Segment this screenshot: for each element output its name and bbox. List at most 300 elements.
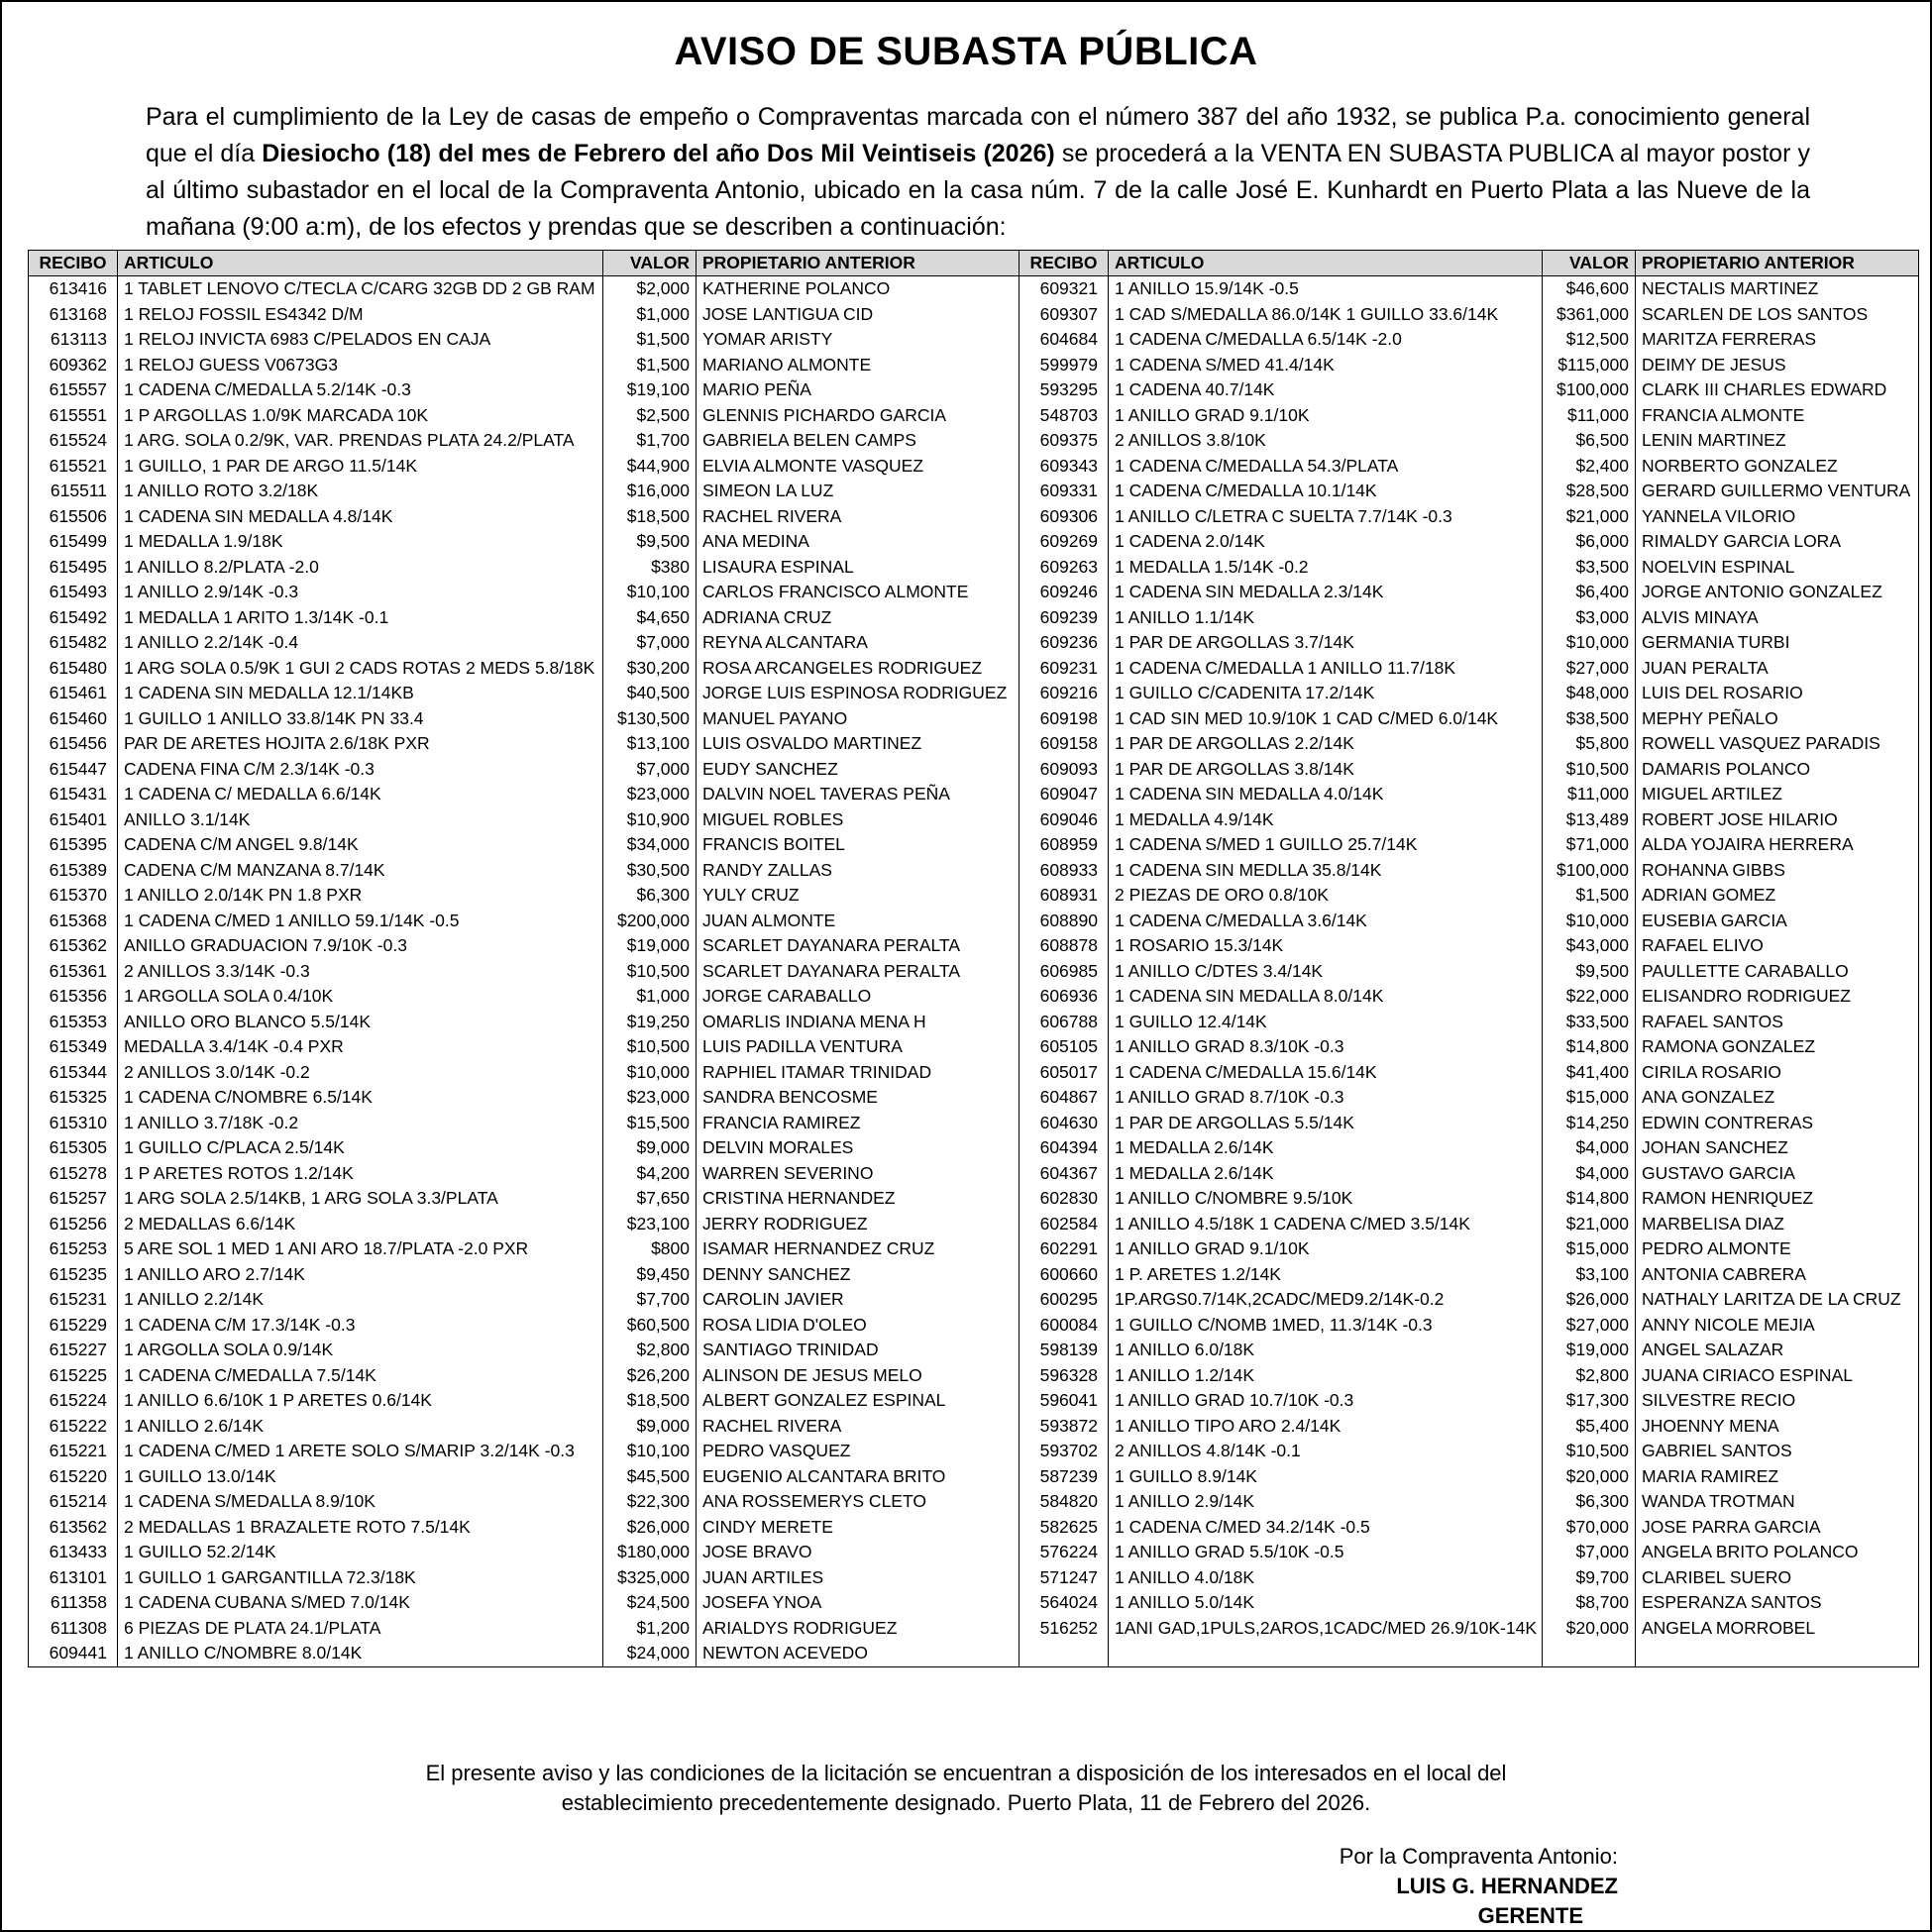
valor-cell: $16,000 — [603, 479, 697, 504]
propietario-cell: ESPERANZA SANTOS — [1636, 1590, 1919, 1616]
articulo-cell: PAR DE ARETES HOJITA 2.6/18K PXR — [118, 731, 603, 757]
recibo-cell: 615256 — [29, 1212, 118, 1237]
table-row — [29, 933, 1919, 959]
recibo-cell: 615557 — [29, 377, 118, 403]
propietario-cell: ROSA ARCANGELES RODRIGUEZ — [697, 656, 1020, 682]
propietario-cell: ELVIA ALMONTE VASQUEZ — [697, 454, 1020, 480]
recibo-cell: 615551 — [29, 403, 118, 429]
propietario-cell: ANA GONZALEZ — [1636, 1085, 1919, 1111]
propietario-cell: EUDY SANCHEZ — [697, 757, 1020, 783]
articulo-cell: 1 ANILLO ROTO 3.2/18K — [118, 479, 603, 504]
recibo-cell: 615361 — [29, 959, 118, 985]
propietario-cell: EUSEBIA GARCIA — [1636, 909, 1919, 934]
valor-cell: $17,300 — [1543, 1388, 1636, 1414]
articulo-cell: 1 CAD S/MEDALLA 86.0/14K 1 GUILLO 33.6/14K — [1109, 302, 1543, 328]
propietario-cell: JOSE BRAVO — [697, 1540, 1020, 1565]
propietario-cell: EUGENIO ALCANTARA BRITO — [697, 1464, 1020, 1490]
table-row — [29, 807, 1919, 833]
valor-cell: $9,000 — [603, 1414, 697, 1440]
articulo-cell: 1 CADENA C/MEDALLA 6.5/14K -2.0 — [1109, 327, 1543, 353]
propietario-cell: RAMON HENRIQUEZ — [1636, 1186, 1919, 1212]
recibo-cell: 608931 — [1020, 883, 1109, 909]
propietario-cell: ROBERT JOSE HILARIO — [1636, 807, 1919, 833]
table-row — [29, 1388, 1919, 1414]
propietario-cell: MARIA RAMIREZ — [1636, 1464, 1919, 1490]
recibo-cell: 615524 — [29, 428, 118, 454]
valor-cell: $800 — [603, 1236, 697, 1262]
recibo-cell: 604367 — [1020, 1161, 1109, 1187]
recibo-cell: 604394 — [1020, 1135, 1109, 1161]
propietario-cell: ELISANDRO RODRIGUEZ — [1636, 984, 1919, 1010]
propietario-cell: MARITZA FERRERAS — [1636, 327, 1919, 353]
propietario-cell: YOMAR ARISTY — [697, 327, 1020, 353]
table-row — [29, 353, 1919, 378]
recibo-cell: 609306 — [1020, 504, 1109, 530]
propietario-cell: NOELVIN ESPINAL — [1636, 555, 1919, 581]
articulo-cell: 1 P ARGOLLAS 1.0/9K MARCADA 10K — [118, 403, 603, 429]
table-row — [29, 1616, 1919, 1642]
recibo-cell: 609046 — [1020, 807, 1109, 833]
propietario-cell: JORGE ANTONIO GONZALEZ — [1636, 580, 1919, 605]
propietario-cell: JORGE LUIS ESPINOSA RODRIGUEZ — [697, 681, 1020, 706]
signature-name: LUIS G. HERNANDEZ — [1396, 1874, 1618, 1898]
table-row — [29, 428, 1919, 454]
recibo-cell: 615456 — [29, 731, 118, 757]
propietario-cell: JERRY RODRIGUEZ — [697, 1212, 1020, 1237]
header-recibo: RECIBO — [29, 251, 118, 276]
articulo-cell: 2 ANILLOS 4.8/14K -0.1 — [1109, 1439, 1543, 1464]
header-valor: VALOR — [603, 251, 697, 276]
propietario-cell: EDWIN CONTRERAS — [1636, 1111, 1919, 1136]
valor-cell: $70,000 — [1543, 1515, 1636, 1541]
table-row — [29, 1161, 1919, 1187]
propietario-cell: RANDY ZALLAS — [697, 858, 1020, 884]
recibo-cell: 615493 — [29, 580, 118, 605]
recibo-cell: 609307 — [1020, 302, 1109, 328]
propietario-cell: ANGELA MORROBEL — [1636, 1616, 1919, 1642]
propietario-cell: CLARK III CHARLES EDWARD — [1636, 377, 1919, 403]
articulo-cell: CADENA C/M MANZANA 8.7/14K — [118, 858, 603, 884]
articulo-cell: 1 CADENA C/MEDALLA 7.5/14K — [118, 1363, 603, 1389]
propietario-cell: KATHERINE POLANCO — [697, 276, 1020, 302]
recibo-cell: 584820 — [1020, 1489, 1109, 1515]
articulo-cell: 1 PAR DE ARGOLLAS 2.2/14K — [1109, 731, 1543, 757]
table-row — [29, 1135, 1919, 1161]
articulo-cell: 2 PIEZAS DE ORO 0.8/10K — [1109, 883, 1543, 909]
recibo-cell: 615353 — [29, 1010, 118, 1035]
table-row — [29, 1464, 1919, 1490]
articulo-cell: 1 MEDALLA 2.6/14K — [1109, 1135, 1543, 1161]
recibo-cell: 609441 — [29, 1641, 118, 1666]
recibo-cell: 615461 — [29, 681, 118, 706]
recibo-cell: 615235 — [29, 1262, 118, 1288]
table-row — [29, 1439, 1919, 1464]
propietario-cell: GUSTAVO GARCIA — [1636, 1161, 1919, 1187]
valor-cell: $9,450 — [603, 1262, 697, 1288]
recibo-cell: 615222 — [29, 1414, 118, 1440]
valor-cell: $18,500 — [603, 504, 697, 530]
recibo-cell: 615401 — [29, 807, 118, 833]
recibo-cell: 615482 — [29, 630, 118, 656]
articulo-cell: 1 ANILLO GRAD 8.7/10K -0.3 — [1109, 1085, 1543, 1111]
propietario-cell: MARBELISA DIAZ — [1636, 1212, 1919, 1237]
propietario-cell: GABRIELA BELEN CAMPS — [697, 428, 1020, 454]
articulo-cell: 1 ANILLO 2.2/14K — [118, 1287, 603, 1313]
recibo-cell: 609236 — [1020, 630, 1109, 656]
propietario-cell: SILVESTRE RECIO — [1636, 1388, 1919, 1414]
recibo-cell: 611308 — [29, 1616, 118, 1642]
recibo-cell: 609375 — [1020, 428, 1109, 454]
articulo-cell: 5 ARE SOL 1 MED 1 ANI ARO 18.7/PLATA -2.0 PXR — [118, 1236, 603, 1262]
articulo-cell: 1 ANILLO 4.0/18K — [1109, 1565, 1543, 1591]
table-row — [29, 731, 1919, 757]
valor-cell: $45,500 — [603, 1464, 697, 1490]
articulo-cell: 1 ANILLO 3.7/18K -0.2 — [118, 1111, 603, 1136]
table-row — [29, 832, 1919, 858]
articulo-cell: 1 ANILLO C/DTES 3.4/14K — [1109, 959, 1543, 985]
valor-cell: $1,500 — [1543, 883, 1636, 909]
propietario-cell: SCARLET DAYANARA PERALTA — [697, 959, 1020, 985]
valor-cell: $46,600 — [1543, 276, 1636, 302]
table-row — [29, 529, 1919, 555]
valor-cell: $9,500 — [603, 529, 697, 555]
articulo-cell: 1 CADENA C/MEDALLA 10.1/14K — [1109, 479, 1543, 504]
recibo-cell: 600295 — [1020, 1287, 1109, 1313]
recibo-cell: 593702 — [1020, 1439, 1109, 1464]
propietario-cell: CRISTINA HERNANDEZ — [697, 1186, 1020, 1212]
valor-cell: $10,000 — [603, 1060, 697, 1086]
recibo-cell: 615499 — [29, 529, 118, 555]
articulo-cell: 1 TABLET LENOVO C/TECLA C/CARG 32GB DD 2 GB RAM — [118, 276, 603, 302]
valor-cell: $19,100 — [603, 377, 697, 403]
propietario-cell: JOHAN SANCHEZ — [1636, 1135, 1919, 1161]
articulo-cell: 1 CADENA 40.7/14K — [1109, 377, 1543, 403]
recibo-cell: 604684 — [1020, 327, 1109, 353]
articulo-cell: 1 ANILLO 5.0/14K — [1109, 1590, 1543, 1616]
valor-cell: $27,000 — [1543, 656, 1636, 682]
valor-cell: $9,000 — [603, 1135, 697, 1161]
recibo-cell: 593295 — [1020, 377, 1109, 403]
recibo-cell: 613168 — [29, 302, 118, 328]
propietario-cell: REYNA ALCANTARA — [697, 630, 1020, 656]
articulo-cell: 1 ANILLO ARO 2.7/14K — [118, 1262, 603, 1288]
signature-block — [1340, 1842, 1618, 1931]
recibo-cell: 615495 — [29, 555, 118, 581]
articulo-cell: 1 CADENA SIN MEDLLA 35.8/14K — [1109, 858, 1543, 884]
recibo-cell — [1020, 1641, 1109, 1666]
recibo-cell: 609362 — [29, 353, 118, 378]
header-propietario: PROPIETARIO ANTERIOR — [697, 251, 1020, 276]
articulo-cell: 1 ANILLO 6.6/10K 1 P ARETES 0.6/14K — [118, 1388, 603, 1414]
header-propietario: PROPIETARIO ANTERIOR — [1636, 251, 1919, 276]
recibo-cell: 609331 — [1020, 479, 1109, 504]
recibo-cell: 615305 — [29, 1135, 118, 1161]
valor-cell: $20,000 — [1543, 1616, 1636, 1642]
propietario-cell: SCARLET DAYANARA PERALTA — [697, 933, 1020, 959]
propietario-cell: ADRIANA CRUZ — [697, 605, 1020, 631]
propietario-cell: LUIS OSVALDO MARTINEZ — [697, 731, 1020, 757]
propietario-cell: ALVIS MINAYA — [1636, 605, 1919, 631]
articulo-cell: 2 ANILLOS 3.8/10K — [1109, 428, 1543, 454]
intro-date-bold: Diesiocho (18) del mes de Febrero del año Dos Mil Veintiseis (2026) — [262, 140, 1055, 167]
valor-cell: $44,900 — [603, 454, 697, 480]
table-row — [29, 555, 1919, 581]
articulo-cell — [1109, 1641, 1543, 1666]
articulo-cell: 1 CADENA C/MED 1 ARETE SOLO S/MARIP 3.2/14K -0.3 — [118, 1439, 603, 1464]
valor-cell: $28,500 — [1543, 479, 1636, 504]
articulo-cell: 1 ANILLO 2.0/14K PN 1.8 PXR — [118, 883, 603, 909]
table-row — [29, 580, 1919, 605]
propietario-cell: ISAMAR HERNANDEZ CRUZ — [697, 1236, 1020, 1262]
articulo-cell: 1ANI GAD,1PULS,2AROS,1CADC/MED 26.9/10K-14K — [1109, 1616, 1543, 1642]
table-row — [29, 1212, 1919, 1237]
recibo-cell: 615368 — [29, 909, 118, 934]
recibo-cell: 609047 — [1020, 782, 1109, 807]
articulo-cell: 1 ANILLO C/NOMBRE 8.0/14K — [118, 1641, 603, 1666]
propietario-cell: JUAN ALMONTE — [697, 909, 1020, 934]
articulo-cell: 1 GUILLO C/PLACA 2.5/14K — [118, 1135, 603, 1161]
recibo-cell: 609269 — [1020, 529, 1109, 555]
valor-cell: $200,000 — [603, 909, 697, 934]
valor-cell: $27,000 — [1543, 1313, 1636, 1339]
recibo-cell: 609246 — [1020, 580, 1109, 605]
footer-note — [2, 1759, 1930, 1818]
valor-cell: $130,500 — [603, 706, 697, 732]
propietario-cell: YULY CRUZ — [697, 883, 1020, 909]
articulo-cell: 1 ARGOLLA SOLA 0.4/10K — [118, 984, 603, 1010]
articulo-cell: 1 CADENA S/MED 41.4/14K — [1109, 353, 1543, 378]
propietario-cell: ANTONIA CABRERA — [1636, 1262, 1919, 1288]
table-row — [29, 757, 1919, 783]
articulo-cell: 2 ANILLOS 3.3/14K -0.3 — [118, 959, 603, 985]
valor-cell: $1,700 — [603, 428, 697, 454]
table-row — [29, 1262, 1919, 1288]
recibo-cell: 609231 — [1020, 656, 1109, 682]
articulo-cell: 1 MEDALLA 1.9/18K — [118, 529, 603, 555]
valor-cell: $2,000 — [603, 276, 697, 302]
articulo-cell: 1 GUILLO 12.4/14K — [1109, 1010, 1543, 1035]
articulo-cell: 1 ANILLO GRAD 9.1/10K — [1109, 403, 1543, 429]
articulo-cell: 1 ANILLO C/NOMBRE 9.5/10K — [1109, 1186, 1543, 1212]
valor-cell: $43,000 — [1543, 933, 1636, 959]
articulo-cell: 1 ANILLO GRAD 5.5/10K -0.5 — [1109, 1540, 1543, 1565]
propietario-cell: LISAURA ESPINAL — [697, 555, 1020, 581]
articulo-cell: 1 CADENA C/M 17.3/14K -0.3 — [118, 1313, 603, 1339]
articulo-cell: 1 GUILLO C/NOMB 1MED, 11.3/14K -0.3 — [1109, 1313, 1543, 1339]
propietario-cell — [1636, 1641, 1919, 1666]
table-row — [29, 630, 1919, 656]
recibo-cell: 611358 — [29, 1590, 118, 1616]
recibo-cell: 587239 — [1020, 1464, 1109, 1490]
articulo-cell: ANILLO GRADUACION 7.9/10K -0.3 — [118, 933, 603, 959]
valor-cell: $13,489 — [1543, 807, 1636, 833]
valor-cell: $22,300 — [603, 1489, 697, 1515]
propietario-cell: ANNY NICOLE MEJIA — [1636, 1313, 1919, 1339]
articulo-cell: 1 ANILLO 6.0/18K — [1109, 1338, 1543, 1363]
recibo-cell: 615460 — [29, 706, 118, 732]
propietario-cell: ADRIAN GOMEZ — [1636, 883, 1919, 909]
articulo-cell: 1 CADENA SIN MEDALLA 12.1/14KB — [118, 681, 603, 706]
table-row — [29, 1565, 1919, 1591]
articulo-cell: CADENA FINA C/M 2.3/14K -0.3 — [118, 757, 603, 783]
valor-cell: $5,800 — [1543, 731, 1636, 757]
propietario-cell: ROHANNA GIBBS — [1636, 858, 1919, 884]
propietario-cell: MARIO PEÑA — [697, 377, 1020, 403]
table-row — [29, 1515, 1919, 1541]
propietario-cell: MARIANO ALMONTE — [697, 353, 1020, 378]
table-row — [29, 1363, 1919, 1389]
articulo-cell: 1 ANILLO 8.2/PLATA -2.0 — [118, 555, 603, 581]
recibo-cell: 608878 — [1020, 933, 1109, 959]
table-row — [29, 984, 1919, 1010]
header-articulo: ARTICULO — [118, 251, 603, 276]
articulo-cell: 1 ANILLO C/LETRA C SUELTA 7.7/14K -0.3 — [1109, 504, 1543, 530]
table-row — [29, 327, 1919, 353]
valor-cell: $71,000 — [1543, 832, 1636, 858]
articulo-cell: 1 GUILLO 13.0/14K — [118, 1464, 603, 1490]
articulo-cell: 2 MEDALLAS 6.6/14K — [118, 1212, 603, 1237]
table-row — [29, 1085, 1919, 1111]
recibo-cell: 615221 — [29, 1439, 118, 1464]
valor-cell: $33,500 — [1543, 1010, 1636, 1035]
intro-text-2: se procederá a la VENTA EN SUBASTA PUBLICA al mayor postor y al último subastador en el local de la Compraventa Antonio, ubicado en la casa núm. 7 de la calle José E. Kunhardt en Puerto Plata a las Nueve de la mañana (9:00 a:m), de los efectos y prendas que se describen a continuación: — [146, 140, 1810, 241]
recibo-cell: 613113 — [29, 327, 118, 353]
valor-cell: $7,000 — [603, 630, 697, 656]
articulo-cell: 1 CADENA C/MED 1 ANILLO 59.1/14K -0.5 — [118, 909, 603, 934]
propietario-cell: JOSE LANTIGUA CID — [697, 302, 1020, 328]
articulo-cell: 1 ANILLO 2.9/14K -0.3 — [118, 580, 603, 605]
valor-cell: $14,800 — [1543, 1034, 1636, 1060]
table-row — [29, 656, 1919, 682]
table-row — [29, 1414, 1919, 1440]
valor-cell: $19,250 — [603, 1010, 697, 1035]
valor-cell: $20,000 — [1543, 1464, 1636, 1490]
recibo-cell: 609158 — [1020, 731, 1109, 757]
table-row — [29, 1540, 1919, 1565]
recibo-cell: 615395 — [29, 832, 118, 858]
recibo-cell: 615447 — [29, 757, 118, 783]
valor-cell: $10,500 — [603, 1034, 697, 1060]
articulo-cell: 1 ANILLO 2.6/14K — [118, 1414, 603, 1440]
valor-cell: $10,500 — [603, 959, 697, 985]
propietario-cell: RACHEL RIVERA — [697, 504, 1020, 530]
recibo-cell: 615480 — [29, 656, 118, 682]
recibo-cell: 582625 — [1020, 1515, 1109, 1541]
articulo-cell: 1 ARG SOLA 2.5/14KB, 1 ARG SOLA 3.3/PLATA — [118, 1186, 603, 1212]
propietario-cell: PEDRO ALMONTE — [1636, 1236, 1919, 1262]
articulo-cell: 1 CADENA SIN MEDALLA 8.0/14K — [1109, 984, 1543, 1010]
recibo-cell: 615229 — [29, 1313, 118, 1339]
table-row — [29, 276, 1919, 302]
valor-cell: $10,100 — [603, 580, 697, 605]
valor-cell: $48,000 — [1543, 681, 1636, 706]
recibo-cell: 615310 — [29, 1111, 118, 1136]
propietario-cell: ARIALDYS RODRIGUEZ — [697, 1616, 1020, 1642]
valor-cell: $26,200 — [603, 1363, 697, 1389]
footer-line-1: El presente aviso y las condiciones de la licitación se encuentran a disposición de los interesados en el local del — [425, 1761, 1507, 1785]
articulo-cell: 1 ANILLO GRAD 10.7/10K -0.3 — [1109, 1388, 1543, 1414]
recibo-cell: 600660 — [1020, 1262, 1109, 1288]
valor-cell: $3,500 — [1543, 555, 1636, 581]
propietario-cell: JUAN ARTILES — [697, 1565, 1020, 1591]
valor-cell: $10,000 — [1543, 909, 1636, 934]
valor-cell: $10,500 — [1543, 757, 1636, 783]
articulo-cell: 1 MEDALLA 1 ARITO 1.3/14K -0.1 — [118, 605, 603, 631]
articulo-cell: 1 CADENA C/MEDALLA 5.2/14K -0.3 — [118, 377, 603, 403]
propietario-cell: YANNELA VILORIO — [1636, 504, 1919, 530]
propietario-cell: ALDA YOJAIRA HERRERA — [1636, 832, 1919, 858]
signature-role: GERENTE — [1477, 1903, 1583, 1928]
recibo-cell: 548703 — [1020, 403, 1109, 429]
articulo-cell: 1 CAD SIN MED 10.9/10K 1 CAD C/MED 6.0/14K — [1109, 706, 1543, 732]
recibo-cell: 615227 — [29, 1338, 118, 1363]
articulo-cell: 1 ARG. SOLA 0.2/9K, VAR. PRENDAS PLATA 24.2/PLATA — [118, 428, 603, 454]
propietario-cell: GERARD GUILLERMO VENTURA — [1636, 479, 1919, 504]
propietario-cell: ANA ROSSEMERYS CLETO — [697, 1489, 1020, 1515]
valor-cell: $180,000 — [603, 1540, 697, 1565]
articulo-cell: 1 PAR DE ARGOLLAS 3.7/14K — [1109, 630, 1543, 656]
recibo-cell: 609343 — [1020, 454, 1109, 480]
table-row — [29, 479, 1919, 504]
articulo-cell: 1 PAR DE ARGOLLAS 5.5/14K — [1109, 1111, 1543, 1136]
propietario-cell: LUIS DEL ROSARIO — [1636, 681, 1919, 706]
recibo-cell: 598139 — [1020, 1338, 1109, 1363]
valor-cell: $4,000 — [1543, 1135, 1636, 1161]
recibo-cell: 609263 — [1020, 555, 1109, 581]
table-row — [29, 504, 1919, 530]
valor-cell: $23,000 — [603, 782, 697, 807]
items-table — [28, 250, 1919, 1667]
valor-cell: $7,650 — [603, 1186, 697, 1212]
articulo-cell: 1 MEDALLA 2.6/14K — [1109, 1161, 1543, 1187]
table-row — [29, 909, 1919, 934]
propietario-cell: DAMARIS POLANCO — [1636, 757, 1919, 783]
recibo-cell: 606936 — [1020, 984, 1109, 1010]
articulo-cell: 1 ANILLO TIPO ARO 2.4/14K — [1109, 1414, 1543, 1440]
valor-cell: $1,000 — [603, 302, 697, 328]
table-row — [29, 706, 1919, 732]
valor-cell: $1,000 — [603, 984, 697, 1010]
valor-cell: $12,500 — [1543, 327, 1636, 353]
propietario-cell: MEPHY PEÑALO — [1636, 706, 1919, 732]
header-valor: VALOR — [1543, 251, 1636, 276]
valor-cell: $30,200 — [603, 656, 697, 682]
table-row — [29, 403, 1919, 429]
propietario-cell: FRANCIS BOITEL — [697, 832, 1020, 858]
articulo-cell: 1 MEDALLA 4.9/14K — [1109, 807, 1543, 833]
valor-cell: $10,500 — [1543, 1439, 1636, 1464]
valor-cell: $3,100 — [1543, 1262, 1636, 1288]
articulo-cell: 1 CADENA SIN MEDALLA 4.8/14K — [118, 504, 603, 530]
propietario-cell: MANUEL PAYANO — [697, 706, 1020, 732]
articulo-cell: 2 MEDALLAS 1 BRAZALETE ROTO 7.5/14K — [118, 1515, 603, 1541]
propietario-cell: GLENNIS PICHARDO GARCIA — [697, 403, 1020, 429]
table-row — [29, 1010, 1919, 1035]
valor-cell: $2,500 — [603, 403, 697, 429]
recibo-cell: 613433 — [29, 1540, 118, 1565]
valor-cell: $1,500 — [603, 327, 697, 353]
table-row — [29, 883, 1919, 909]
recibo-cell: 599979 — [1020, 353, 1109, 378]
valor-cell: $13,100 — [603, 731, 697, 757]
articulo-cell: 1 ANILLO 2.2/14K -0.4 — [118, 630, 603, 656]
recibo-cell: 615521 — [29, 454, 118, 480]
propietario-cell: PEDRO VASQUEZ — [697, 1439, 1020, 1464]
valor-cell: $21,000 — [1543, 1212, 1636, 1237]
propietario-cell: ALINSON DE JESUS MELO — [697, 1363, 1020, 1389]
header-recibo: RECIBO — [1020, 251, 1109, 276]
recibo-cell: 615431 — [29, 782, 118, 807]
